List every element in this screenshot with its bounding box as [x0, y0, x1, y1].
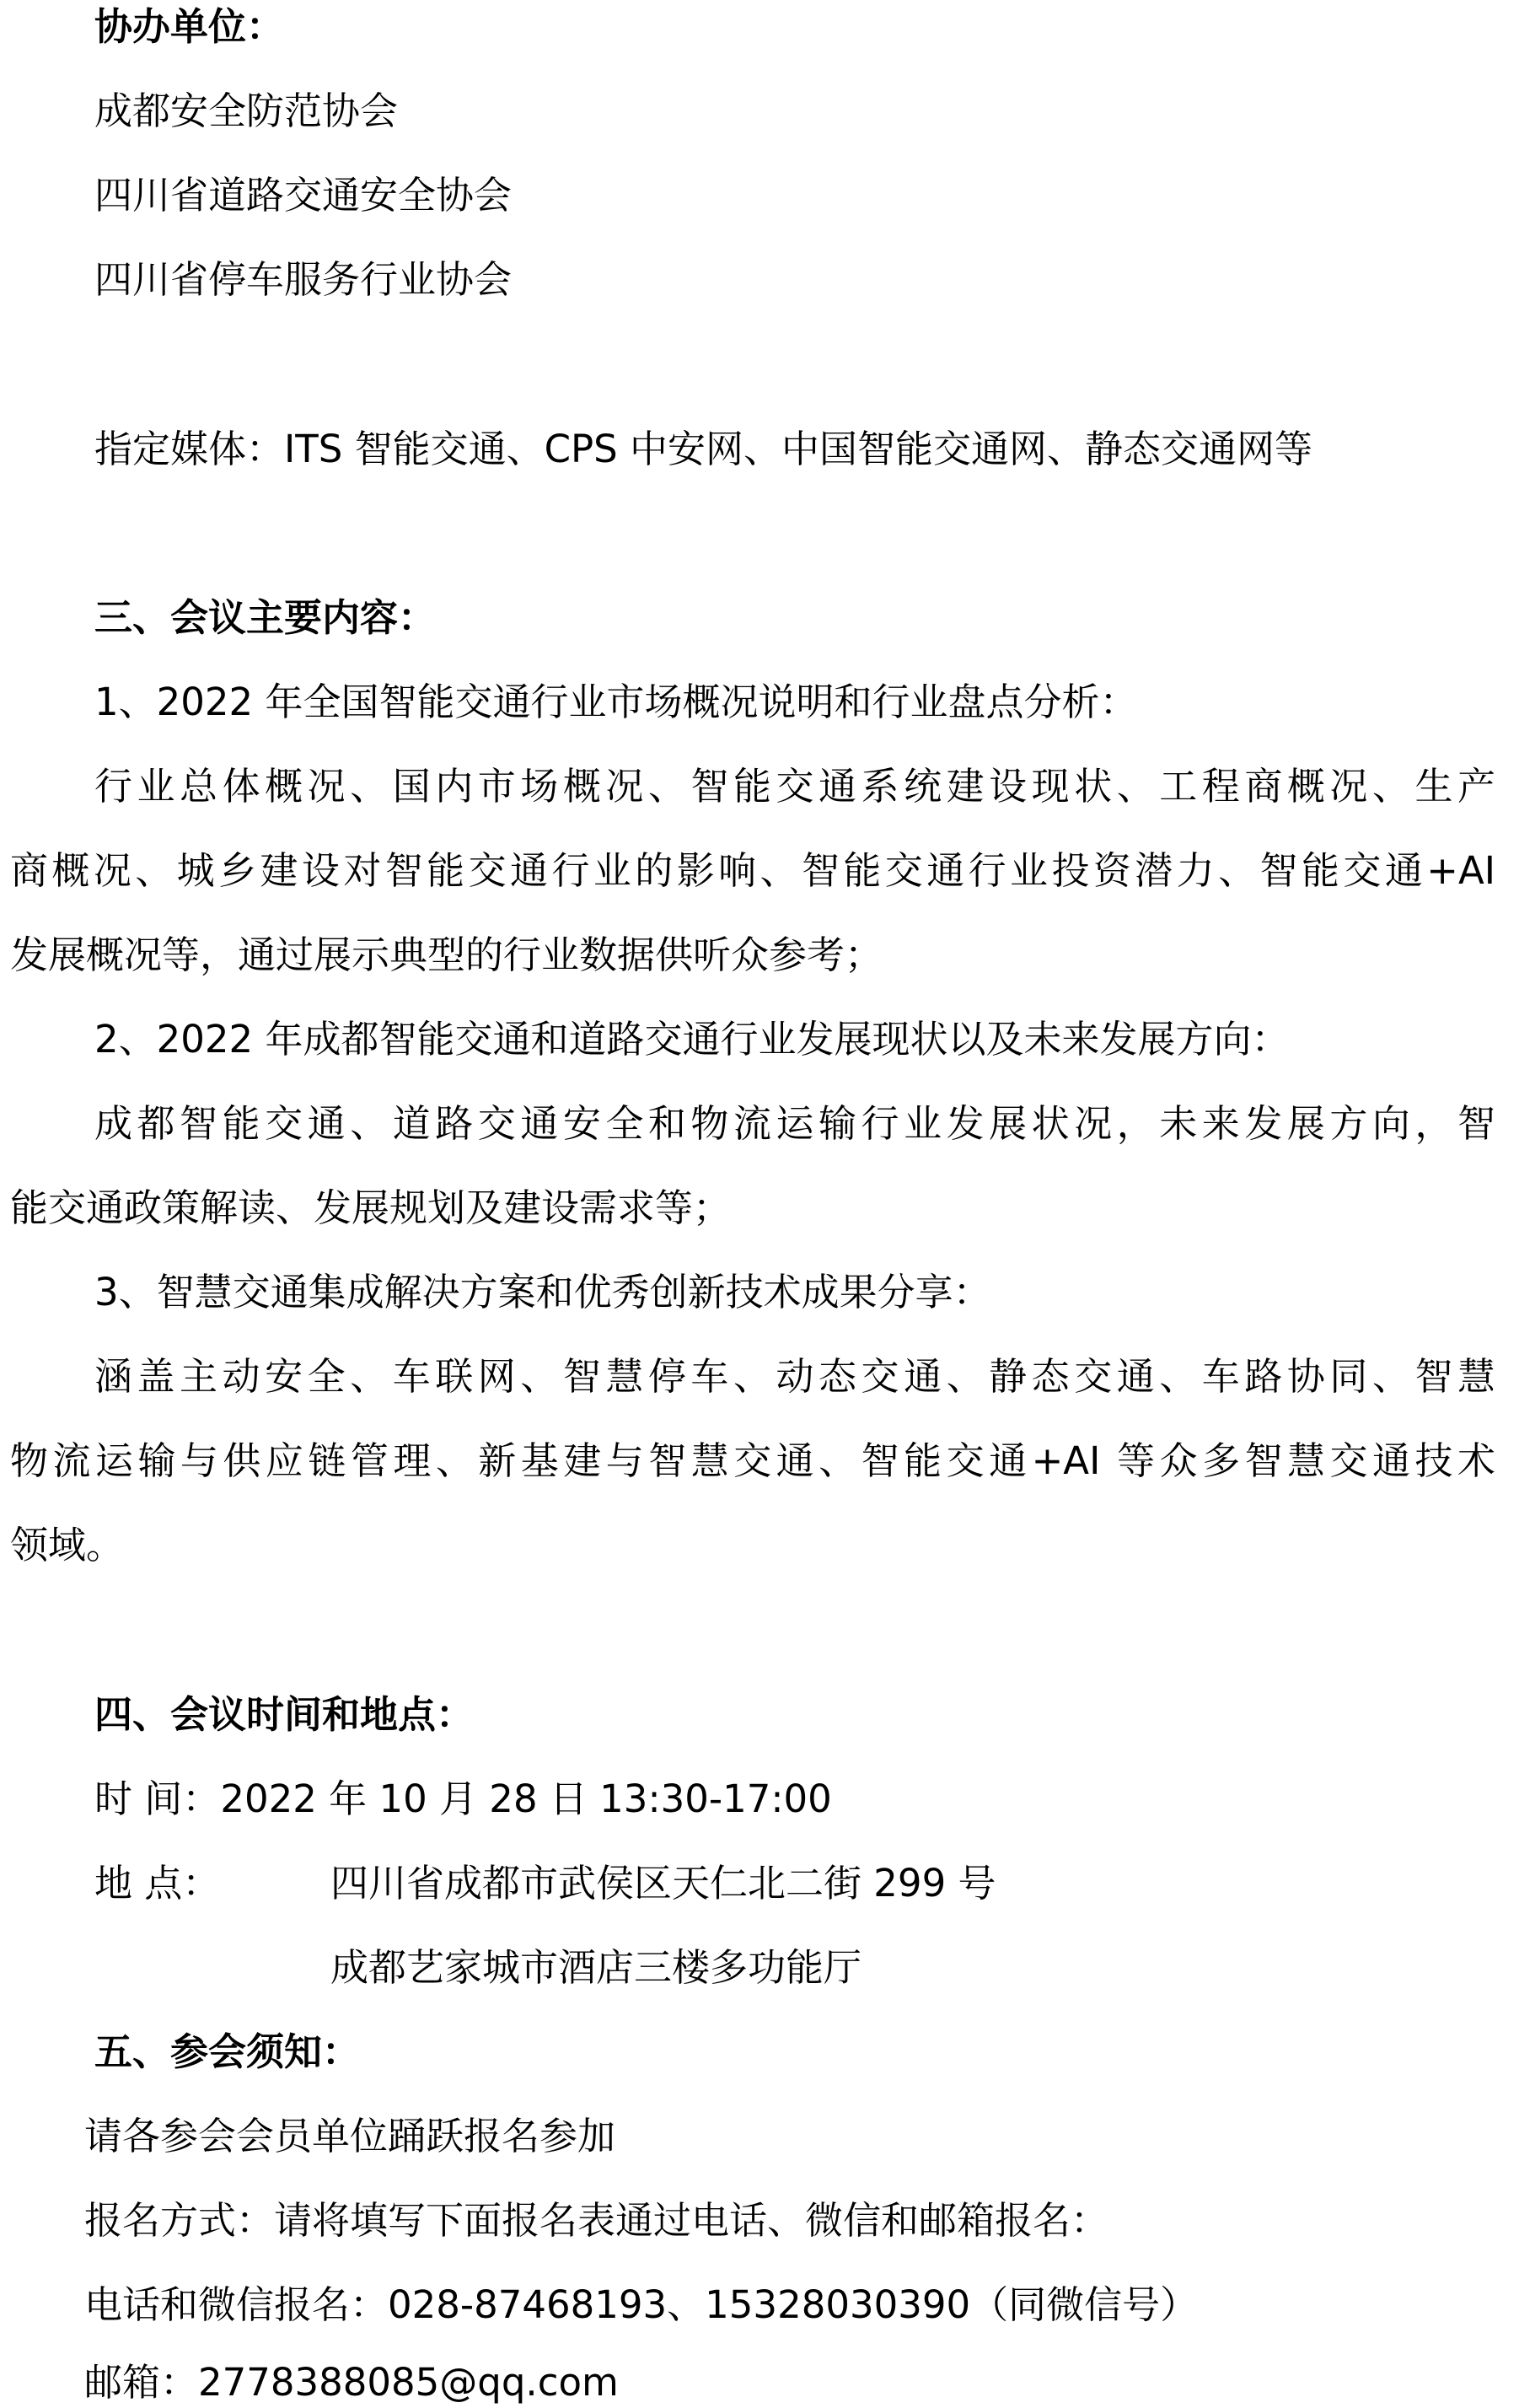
place-value-2: 成都艺家城市酒店三楼多功能厅 — [330, 1945, 862, 1990]
co-organizer-item: 四川省停车服务行业协会 — [94, 257, 513, 302]
email-line: 邮箱：2778388085@qq.com — [84, 2360, 619, 2405]
item-1-title: 1、2022 年全国智能交通行业市场概况说明和行业盘点分析： — [94, 680, 1138, 724]
item-3-title: 3、智慧交通集成解决方案和优秀创新技术成果分享： — [94, 1270, 991, 1314]
place-label: 地 点： — [94, 1861, 221, 1905]
item-1-line: 行业总体概况、国内市场概况、智能交通系统建设现状、工程商概况、生产 — [94, 764, 1495, 809]
section-4-heading: 四、会议时间和地点： — [94, 1692, 475, 1737]
media-line: 指定媒体：ITS 智能交通、CPS 中安网、中国智能交通网、静态交通网等 — [94, 427, 1313, 471]
co-organizer-item: 成都安全防范协会 — [94, 89, 399, 133]
place-row — [94, 1858, 220, 1909]
item-1-line: 商概况、城乡建设对智能交通行业的影响、智能交通行业投资潜力、智能交通+AI — [10, 848, 1495, 893]
place-value-1: 四川省成都市武侯区天仁北二街 299 号 — [330, 1861, 996, 1905]
item-2-title: 2、2022 年成都智能交通和道路交通行业发展现状以及未来发展方向： — [94, 1017, 1290, 1062]
co-organizers-heading: 协办单位： — [94, 4, 285, 49]
time-row — [94, 1774, 832, 1825]
item-3-line: 领域。 — [10, 1523, 125, 1567]
item-2-line: 能交通政策解读、发展规划及建设需求等； — [10, 1185, 732, 1230]
notice-line: 请各参会会员单位踊跃报名参加 — [84, 2114, 616, 2158]
co-organizer-item: 四川省道路交通安全协会 — [94, 173, 513, 218]
registration-method: 报名方式：请将填写下面报名表通过电话、微信和邮箱报名： — [84, 2198, 1109, 2243]
section-5-heading: 五、参会须知： — [94, 2029, 361, 2074]
phone-wechat: 电话和微信报名：028-87468193、15328030390（同微信号） — [84, 2282, 1199, 2327]
item-2-line: 成都智能交通、道路交通安全和物流运输行业发展状况，未来发展方向，智 — [94, 1101, 1495, 1146]
time-label: 时 间： — [94, 1776, 221, 1821]
item-3-line: 物流运输与供应链管理、新基建与智慧交通、智能交通+AI 等众多智慧交通技术 — [10, 1438, 1495, 1483]
item-1-line: 发展概况等，通过展示典型的行业数据供听众参考； — [10, 933, 883, 977]
item-3-line: 涵盖主动安全、车联网、智慧停车、动态交通、静态交通、车路协同、智慧 — [94, 1354, 1495, 1399]
time-value: 2022 年 10 月 28 日 13:30-17:00 — [220, 1776, 832, 1821]
section-3-heading: 三、会议主要内容： — [94, 595, 437, 640]
